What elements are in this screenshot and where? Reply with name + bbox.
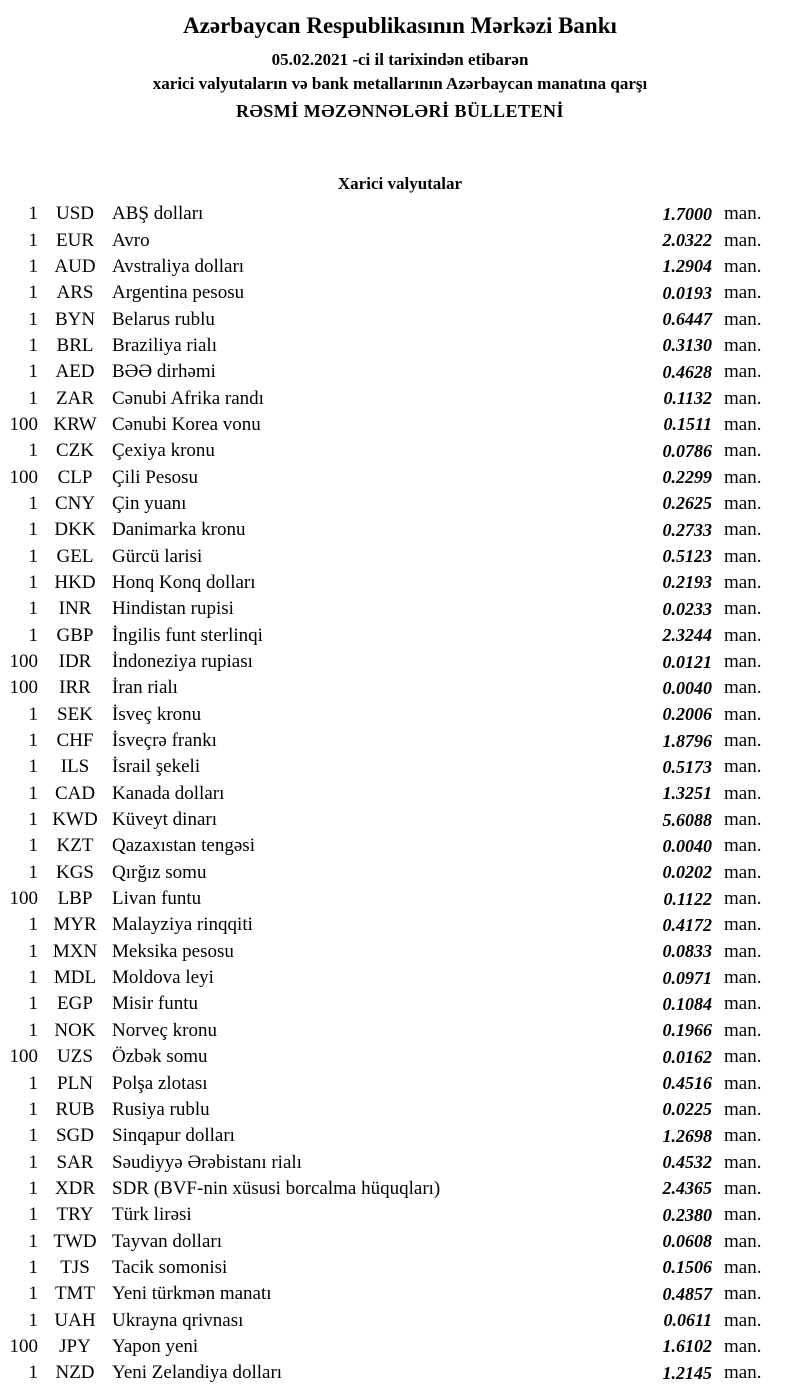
currency-row (0, 570, 800, 596)
currency-rate: 0.0608 (662, 1231, 712, 1252)
currency-unit-label: man. (724, 1309, 762, 1331)
currency-name: Avro (112, 229, 150, 251)
currency-row (0, 912, 800, 938)
currency-quantity: 1 (28, 730, 38, 752)
currency-unit-label: man. (724, 308, 762, 330)
currency-rate: 0.1084 (662, 993, 712, 1014)
currency-unit-label: man. (724, 651, 762, 673)
currency-name: Rusiya rublu (112, 1098, 210, 1120)
currency-quantity: 1 (28, 203, 38, 225)
currency-code: BYN (54, 308, 96, 330)
currency-row (0, 543, 800, 569)
currency-code: TMT (54, 1283, 96, 1305)
currency-quantity: 1 (28, 1125, 38, 1147)
currency-name: Belarus rublu (112, 308, 215, 330)
currency-name: Danimarka kronu (112, 519, 246, 541)
currency-quantity: 100 (9, 677, 38, 699)
currency-name: Livan funtu (112, 888, 202, 910)
currency-code: KWD (52, 809, 98, 831)
currency-quantity: 1 (28, 282, 38, 304)
currency-quantity: 1 (28, 387, 38, 409)
currency-quantity: 1 (28, 545, 38, 567)
currency-rate: 0.4172 (662, 914, 712, 935)
currency-name: Çin yuanı (112, 492, 187, 514)
currency-unit-label: man. (724, 519, 762, 541)
currency-rate: 0.1122 (663, 888, 712, 909)
currency-quantity: 1 (28, 308, 38, 330)
currency-name: İngilis funt sterlinqi (112, 624, 263, 646)
currency-code: TWD (53, 1230, 97, 1252)
currency-code: SAR (56, 1151, 94, 1173)
currency-unit-label: man. (724, 413, 762, 435)
currency-name: Tayvan dolları (112, 1230, 222, 1252)
currency-unit-label: man. (724, 914, 762, 936)
currency-quantity: 1 (28, 1151, 38, 1173)
currency-rate: 0.0225 (662, 1099, 712, 1120)
currency-rate: 0.2299 (662, 467, 712, 488)
currency-rate: 2.3244 (662, 625, 712, 646)
currency-quantity: 1 (28, 703, 38, 725)
currency-name: İndoneziya rupiası (112, 651, 253, 673)
currency-unit-label: man. (724, 1177, 762, 1199)
currency-name: Qazaxıstan tengəsi (112, 835, 255, 857)
currency-unit-label: man. (724, 861, 762, 883)
currency-code: ARS (56, 282, 94, 304)
currency-name: Ukrayna qrivnası (112, 1309, 244, 1331)
currency-rate: 0.0121 (662, 651, 712, 672)
currency-quantity: 100 (9, 413, 38, 435)
currency-unit-label: man. (724, 940, 762, 962)
section-title-foreign-currencies: Xarici valyutalar (337, 174, 463, 193)
currency-row (0, 1202, 800, 1228)
currency-rate: 1.3251 (662, 783, 712, 804)
currency-name: Tacik somonisi (112, 1256, 228, 1278)
currency-name: Sinqapur dolları (112, 1125, 235, 1147)
bulletin-header (0, 0, 800, 123)
currency-name: Yapon yeni (112, 1335, 199, 1357)
currency-code: MDL (53, 967, 97, 989)
currency-unit-label: man. (724, 1362, 762, 1384)
currency-code: CAD (54, 782, 96, 804)
currency-code: CHF (56, 730, 94, 752)
currency-quantity: 1 (28, 835, 38, 857)
currency-code: AED (55, 361, 95, 383)
currency-rate: 1.8796 (662, 730, 712, 751)
currency-unit-label: man. (724, 282, 762, 304)
currency-quantity: 1 (28, 1204, 38, 1226)
currency-rate: 1.2145 (662, 1362, 712, 1383)
bank-title: Azərbaycan Respublikasının Mərkəzi Bankı (183, 13, 617, 38)
currency-row (0, 491, 800, 517)
currency-row (0, 517, 800, 543)
currency-unit-label: man. (724, 624, 762, 646)
currency-quantity: 100 (9, 888, 38, 910)
currency-rate: 0.0833 (662, 941, 712, 962)
currency-quantity: 100 (9, 651, 38, 673)
currency-name: İsveç kronu (112, 703, 202, 725)
currency-unit-label: man. (724, 598, 762, 620)
currency-rate: 5.6088 (662, 809, 712, 830)
currency-quantity: 1 (28, 809, 38, 831)
currency-unit-label: man. (724, 1335, 762, 1357)
currency-rate: 2.0322 (662, 230, 712, 251)
currency-code: EUR (56, 229, 94, 251)
currency-quantity: 1 (28, 229, 38, 251)
currency-rate: 0.0162 (662, 1046, 712, 1067)
currency-code: CZK (56, 440, 94, 462)
currency-code: LBP (57, 888, 93, 910)
currency-unit-label: man. (724, 387, 762, 409)
currency-name: Polşa zlotası (112, 1072, 208, 1094)
currency-unit-label: man. (724, 440, 762, 462)
currency-rate: 0.2380 (662, 1204, 712, 1225)
currency-rate: 0.5123 (662, 546, 712, 567)
currency-code: GBP (56, 624, 94, 646)
currency-rate: 0.4857 (662, 1283, 712, 1304)
currency-row (0, 227, 800, 253)
currency-unit-label: man. (724, 1151, 762, 1173)
currency-quantity: 100 (9, 1046, 38, 1068)
currency-name: Yeni Zelandiya dolları (112, 1362, 283, 1384)
currency-quantity: 1 (28, 940, 38, 962)
currency-row (0, 675, 800, 701)
currency-row (0, 649, 800, 675)
currency-row (0, 991, 800, 1017)
currency-code: MYR (53, 914, 97, 936)
currency-rate: 0.3130 (662, 335, 712, 356)
currency-unit-label: man. (724, 782, 762, 804)
currency-row (0, 1360, 800, 1384)
currency-unit-label: man. (724, 571, 762, 593)
currency-code: AUD (54, 255, 96, 277)
currency-code: IDR (58, 651, 92, 673)
currency-name: Honq Konq dolları (112, 571, 256, 593)
currency-code: KZT (56, 835, 94, 857)
currency-name: Türk lirəsi (112, 1204, 192, 1226)
currency-code: TRY (56, 1204, 94, 1226)
currency-rate: 0.0040 (662, 677, 712, 698)
currency-unit-label: man. (724, 1283, 762, 1305)
currency-rate: 0.1506 (662, 1257, 712, 1278)
currency-name: Özbək somu (112, 1046, 208, 1068)
currency-name: Braziliya rialı (112, 334, 217, 356)
currency-name: Meksika pesosu (112, 940, 234, 962)
currency-unit-label: man. (724, 1256, 762, 1278)
currency-quantity: 1 (28, 782, 38, 804)
currency-quantity: 1 (28, 1256, 38, 1278)
currency-unit-label: man. (724, 361, 762, 383)
bulletin-title: RƏSMİ MƏZƏNNƏLƏRİ BÜLLETENİ (235, 101, 565, 121)
currency-rate: 0.0193 (662, 282, 712, 303)
currency-quantity: 1 (28, 492, 38, 514)
currency-name: Cənubi Korea vonu (112, 413, 261, 435)
currency-rate: 2.4365 (662, 1178, 712, 1199)
currency-row (0, 1334, 800, 1360)
currency-row (0, 596, 800, 622)
currency-name: Moldova leyi (112, 967, 214, 989)
currency-quantity: 1 (28, 440, 38, 462)
currency-rate: 0.4628 (662, 361, 712, 382)
currency-unit-label: man. (724, 1125, 762, 1147)
currency-rate: 1.2698 (662, 1125, 712, 1146)
currency-quantity: 1 (28, 598, 38, 620)
currency-row (0, 333, 800, 359)
currency-row (0, 201, 800, 227)
currency-unit-label: man. (724, 730, 762, 752)
currency-row (0, 280, 800, 306)
currency-name: BƏƏ dirhəmi (112, 361, 216, 383)
currency-quantity: 1 (28, 624, 38, 646)
currency-unit-label: man. (724, 703, 762, 725)
currency-rate: 0.0971 (662, 967, 712, 988)
currency-rate: 0.1132 (663, 388, 712, 409)
currency-quantity: 1 (28, 1230, 38, 1252)
currency-unit-label: man. (724, 255, 762, 277)
currency-code: CLP (57, 466, 93, 488)
currency-code: DKK (54, 519, 96, 541)
currency-rate: 0.4516 (662, 1073, 712, 1094)
currency-code: GEL (56, 545, 94, 567)
currency-rate: 0.1511 (663, 414, 712, 435)
currency-unit-label: man. (724, 993, 762, 1015)
currency-quantity: 1 (28, 1362, 38, 1384)
currency-row (0, 1097, 800, 1123)
currency-unit-label: man. (724, 835, 762, 857)
currency-row (0, 464, 800, 490)
currency-code: EGP (57, 993, 93, 1015)
currency-code: SGD (55, 1125, 94, 1147)
currency-row (0, 965, 800, 991)
currency-row (0, 754, 800, 780)
currency-row (0, 412, 800, 438)
currency-code: SEK (57, 703, 93, 725)
currency-rates-table (0, 201, 800, 1384)
currency-quantity: 1 (28, 1309, 38, 1331)
currency-name: Kanada dolları (112, 782, 225, 804)
currency-code: UZS (57, 1046, 93, 1068)
currency-row (0, 1070, 800, 1096)
currency-quantity: 1 (28, 519, 38, 541)
currency-quantity: 1 (28, 993, 38, 1015)
currency-name: Cənubi Afrika randı (112, 387, 264, 409)
currency-unit-label: man. (724, 756, 762, 778)
currency-row (0, 1176, 800, 1202)
currency-code: UAH (54, 1309, 96, 1331)
currency-unit-label: man. (724, 1098, 762, 1120)
currency-quantity: 1 (28, 861, 38, 883)
currency-rate: 1.6102 (662, 1336, 712, 1357)
currency-row (0, 807, 800, 833)
currency-rate: 0.0786 (662, 440, 712, 461)
currency-row (0, 728, 800, 754)
currency-code: XDR (54, 1177, 96, 1199)
currency-name: Qırğız somu (112, 861, 207, 883)
currency-unit-label: man. (724, 545, 762, 567)
currency-row (0, 1281, 800, 1307)
currency-rate: 0.6447 (662, 309, 712, 330)
currency-row (0, 1228, 800, 1254)
currency-name: Çili Pesosu (112, 466, 199, 488)
currency-row (0, 254, 800, 280)
currency-row (0, 1307, 800, 1333)
currency-quantity: 1 (28, 1283, 38, 1305)
currency-unit-label: man. (724, 1204, 762, 1226)
currency-unit-label: man. (724, 334, 762, 356)
currency-code: ZAR (56, 387, 94, 409)
currency-row (0, 385, 800, 411)
currency-quantity: 1 (28, 914, 38, 936)
currency-unit-label: man. (724, 492, 762, 514)
currency-name: ABŞ dolları (112, 203, 204, 225)
currency-rate: 1.2904 (662, 256, 712, 277)
currency-row (0, 1018, 800, 1044)
currency-row (0, 359, 800, 385)
currency-quantity: 1 (28, 1072, 38, 1094)
currency-rate: 1.7000 (662, 203, 712, 224)
currency-rate: 0.2625 (662, 493, 712, 514)
currency-quantity: 1 (28, 334, 38, 356)
currency-rate: 0.0233 (662, 598, 712, 619)
currency-rate: 0.5173 (662, 756, 712, 777)
currency-name: Hindistan rupisi (112, 598, 234, 620)
currency-quantity: 1 (28, 571, 38, 593)
currency-unit-label: man. (724, 677, 762, 699)
currency-name: Səudiyyə Ərəbistanı rialı (112, 1151, 302, 1173)
currency-unit-label: man. (724, 888, 762, 910)
scope-line: xarici valyutaların və bank metallarının Azərbaycan manatına qarşı (152, 74, 648, 93)
currency-row (0, 438, 800, 464)
currency-name: Norveç kronu (112, 1019, 217, 1041)
currency-code: INR (58, 598, 92, 620)
currency-unit-label: man. (724, 229, 762, 251)
currency-name: Yeni türkmən manatı (112, 1283, 272, 1305)
currency-row (0, 939, 800, 965)
currency-rate: 0.0202 (662, 862, 712, 883)
currency-quantity: 1 (28, 756, 38, 778)
currency-name: İran rialı (112, 677, 178, 699)
currency-code: JPY (59, 1335, 91, 1357)
effective-date-line: 05.02.2021 -ci il tarixindən etibarən (271, 50, 529, 69)
currency-unit-label: man. (724, 1019, 762, 1041)
currency-quantity: 100 (9, 1335, 38, 1357)
currency-row (0, 306, 800, 332)
currency-name: İsrail şekeli (112, 756, 201, 778)
currency-rate: 0.1966 (662, 1020, 712, 1041)
currency-name: Küveyt dinarı (112, 809, 218, 831)
currency-row (0, 860, 800, 886)
currency-quantity: 1 (28, 1098, 38, 1120)
currency-name: SDR (BVF-nin xüsusi borcalma hüquqları) (112, 1177, 441, 1199)
currency-row (0, 1149, 800, 1175)
currency-code: PLN (57, 1072, 93, 1094)
currency-name: İsveçrə frankı (112, 730, 217, 752)
currency-row (0, 1255, 800, 1281)
currency-code: KGS (55, 861, 94, 883)
currency-code: NZD (55, 1362, 95, 1384)
currency-name: Malayziya rinqqiti (112, 914, 253, 936)
currency-name: Gürcü larisi (112, 545, 203, 567)
currency-code: IRR (59, 677, 91, 699)
currency-unit-label: man. (724, 466, 762, 488)
currency-name: Argentina pesosu (112, 282, 245, 304)
currency-quantity: 1 (28, 361, 38, 383)
currency-unit-label: man. (724, 203, 762, 225)
currency-code: USD (55, 203, 94, 225)
currency-rate: 0.0611 (663, 1310, 712, 1331)
currency-name: Avstraliya dolları (112, 255, 245, 277)
currency-code: CNY (54, 492, 96, 514)
currency-quantity: 100 (9, 466, 38, 488)
currency-rate: 0.2733 (662, 519, 712, 540)
currency-code: MXN (52, 940, 98, 962)
currency-unit-label: man. (724, 1230, 762, 1252)
currency-rate: 0.2006 (662, 704, 712, 725)
currency-code: RUB (55, 1098, 95, 1120)
currency-row (0, 781, 800, 807)
currency-name: Çexiya kronu (112, 440, 215, 462)
currency-rate: 0.0040 (662, 835, 712, 856)
currency-code: HKD (54, 571, 96, 593)
currency-row (0, 702, 800, 728)
currency-row (0, 1123, 800, 1149)
currency-unit-label: man. (724, 967, 762, 989)
currency-unit-label: man. (724, 809, 762, 831)
currency-quantity: 1 (28, 1019, 38, 1041)
currency-row (0, 623, 800, 649)
currency-code: ILS (60, 756, 90, 778)
currency-code: BRL (56, 334, 94, 356)
currency-row (0, 1044, 800, 1070)
currency-row (0, 833, 800, 859)
currency-rate: 0.4532 (662, 1152, 712, 1173)
currency-quantity: 1 (28, 1177, 38, 1199)
currency-unit-label: man. (724, 1072, 762, 1094)
currency-unit-label: man. (724, 1046, 762, 1068)
currency-code: NOK (54, 1019, 96, 1041)
currency-name: Misir funtu (112, 993, 199, 1015)
currency-rate: 0.2193 (662, 572, 712, 593)
currency-code: KRW (53, 413, 97, 435)
currency-code: TJS (60, 1256, 90, 1278)
currency-quantity: 1 (28, 967, 38, 989)
currency-row (0, 886, 800, 912)
currency-quantity: 1 (28, 255, 38, 277)
